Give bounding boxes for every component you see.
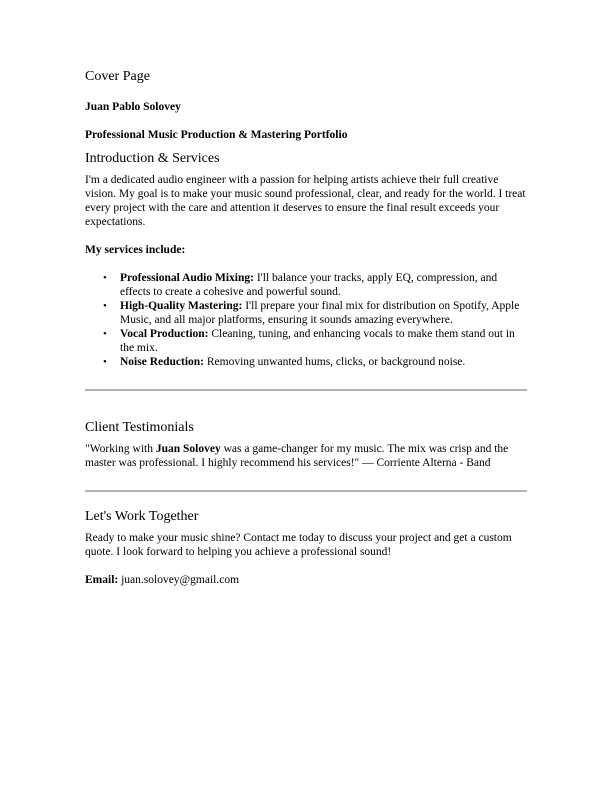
testimonials-heading: Client Testimonials xyxy=(85,420,194,435)
services-label: My services include: xyxy=(85,244,186,256)
service-text: I'll balance your tracks, apply EQ, compression, and effects to create a cohesive and powerful sound. xyxy=(120,272,498,298)
email-label: Email: xyxy=(85,574,119,586)
service-label: Vocal Production: xyxy=(120,328,209,340)
service-item-mixing xyxy=(85,271,527,299)
bullet-icon: • xyxy=(103,328,107,340)
service-item-mastering xyxy=(85,299,527,327)
quote-client-name: Juan Solovey xyxy=(155,443,221,455)
service-text: Cleaning, tuning, and enhancing vocals to make them stand out in the mix. xyxy=(120,328,515,354)
document-page xyxy=(85,68,527,587)
email-line xyxy=(85,573,527,587)
service-label: High-Quality Mastering: xyxy=(120,300,243,312)
quote-text-start: "Working with xyxy=(85,443,156,455)
author-name: Juan Pablo Solovey xyxy=(85,101,181,113)
cover-heading: Cover Page xyxy=(85,69,150,84)
bullet-icon: • xyxy=(103,272,107,284)
bullet-icon: • xyxy=(103,356,107,368)
portfolio-subtitle: Professional Music Production & Mastering Portfolio xyxy=(85,129,348,141)
service-text: I'll prepare your final mix for distribution on Spotify, Apple Music, and all major platforms, ensuring it sounds amazing everywhere. xyxy=(120,300,520,326)
contact-paragraph: Ready to make your music shine? Contact me today to discuss your project and get a custom quote. I look forward to helping you achieve a professional sound! xyxy=(85,532,512,558)
intro-heading: Introduction & Services xyxy=(85,151,220,166)
service-item-vocal xyxy=(85,327,527,355)
testimonial-quote xyxy=(85,442,527,470)
intro-paragraph: I'm a dedicated audio engineer with a passion for helping artists achieve their full creative vision. My goal is to make your music sound professional, clear, and ready for the world. I treat every project with the care and attention it deserves to ensure the final result exceeds your expectations. xyxy=(85,174,526,228)
quote-text-end: was a game-changer for my music. The mix was crisp and the master was professional. I highly recommend his services!" — Corriente Alterna - Band xyxy=(85,443,509,469)
service-label: Professional Audio Mixing: xyxy=(120,272,254,284)
contact-heading: Let's Work Together xyxy=(85,509,199,524)
service-label: Noise Reduction: xyxy=(120,356,205,368)
email-link[interactable]: juan.solovey@gmail.com xyxy=(121,574,240,586)
service-item-noise xyxy=(85,355,527,369)
services-list xyxy=(85,271,527,369)
service-text: Removing unwanted hums, clicks, or background noise. xyxy=(206,356,466,368)
bullet-icon: • xyxy=(103,300,107,312)
